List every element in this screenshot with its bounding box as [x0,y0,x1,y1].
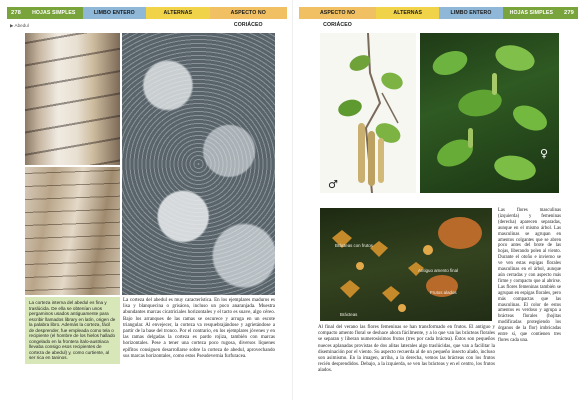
caption-box: La corteza interna del abedul es fina y traslúcida. De ella se obtenían unos pergaminos usados antiguamente para escribir llamados library en latín, origen de la palabra libro. Además la corteza, fácil de desprender, fue empleada como tela o recipiente (el hombre de los hielos hallado congelado en la frontera ítalo-austriaca llevaba consigo esos recipientes de corteza de abedul) y, como curtiente, al ser rica en taninos. [25,297,120,364]
page-number-left: 278 [7,7,25,19]
fruits-description: Al final del verano las flores femeninas se han transformado en frutos. El antiguo y compacto amento floral se deshace ahora fácilmente, y a lo que van las brácteas florales se separan y liberan numerosísimos frutos (tres por cada bráctea). Éstos son pequeños nueces aplanadas provistas de dos alitas laterales algo traslúcidas, que van a facilitar la diseminación por el viento. Su aspecto recuerda al de un pequeño insecto alado, incluso son asimismo. En la imagen, arriba, a la derecha, vemos las brácteas con los frutos recién desprendidos. Debajo, a la izquierda, se ven las brácteas y en el centro, los frutos alados. [318,325,495,374]
tab-alternas-right[interactable]: ALTERNAS [376,7,439,19]
tab-hojas-simples[interactable]: HOJAS SIMPLES [25,7,83,19]
photo-peeling-bark [25,167,120,295]
photo-lichen-bark [122,33,275,295]
photo-female-flowers [420,33,559,193]
bark-description: La corteza del abedul es muy característica. En los ejemplares maduros es lisa y blanquecina o grisácea, incluso un poco anaranjada. Muestra abundantes marcas cicatriciales horizontales y el tacto es suave, algo céreo. Bajo los arranques de las ramas se oscurece y arruga en un escote triangular. Al envejecer, la corteza va resquebrajándose y agrietándose a partir de la base del tronco. Por el contrario, en los ejemplares jóvenes y en las ramas delgadas la corteza es pardo rojiza, también con marcas horizontales. Pese a tener una corteza poco rugosa, diversos líquenes epífitos consiguen desarrollarse sobre la corteza de abedul, aprovechando sus marcas horizontales, como estos Pseudevernia furfuracea. [123,298,275,359]
illustration-male-catkins [320,33,416,193]
female-symbol: ♀ [540,147,549,160]
seeds-drawing [320,208,492,321]
tab-aspecto-no-coriaceo-right[interactable]: ASPECTO NO CORIÁCEO [299,7,376,19]
label-fruto-alado: Frutos alados [430,290,457,295]
male-symbol: ♂ [328,178,338,191]
tab-limbo-entero[interactable]: LIMBO ENTERO [83,7,147,19]
foliage-drawing [420,33,559,193]
header-right [299,7,578,28]
tab-alternas[interactable]: ALTERNAS [146,7,210,19]
photo-bracts-and-seeds [320,208,492,321]
breadcrumb: ▶ Abedul [10,23,29,28]
label-bracteas: Brácteas [340,312,358,317]
photo-mature-bark [25,33,120,165]
page-number-right: 279 [560,7,578,19]
label-bracteas-semillas: Brácteas con frutos [335,243,373,248]
tab-limbo-entero-right[interactable]: LIMBO ENTERO [439,7,502,19]
catkin-drawing [320,33,416,193]
flowers-description: Las flores masculinas (izquierda) y femeninas (derecha) aparecen separadas, aunque en el mismo árbol. Las masculinas se agrupan en amentos colgantes que se abren poco antes del brote de las hojas, liberando polen al viento. Durante el otoño e invierno se ve ven estas espigas florales masculinas en el árbol, aunque aún cerradas y con aspecto más firme y compacto que al abrirse. Las flores femeninas también se agrupan en espigas florales, pero más compactas que las masculinas. El color de estos amentos es verdoso y agrupa a brácteas florales (hojitas modificadas protegiendo los órganos de la flor) imbricadas entre sí, que contienen tres flores cada una. [498,208,562,343]
tab-hojas-simples-right[interactable]: HOJAS SIMPLES [503,7,560,19]
label-amento-final: Antiguo amento final [418,268,459,273]
page-gutter [292,0,293,400]
tab-aspecto-no-coriaceo[interactable]: ASPECTO NO CORIÁCEO [210,7,287,19]
